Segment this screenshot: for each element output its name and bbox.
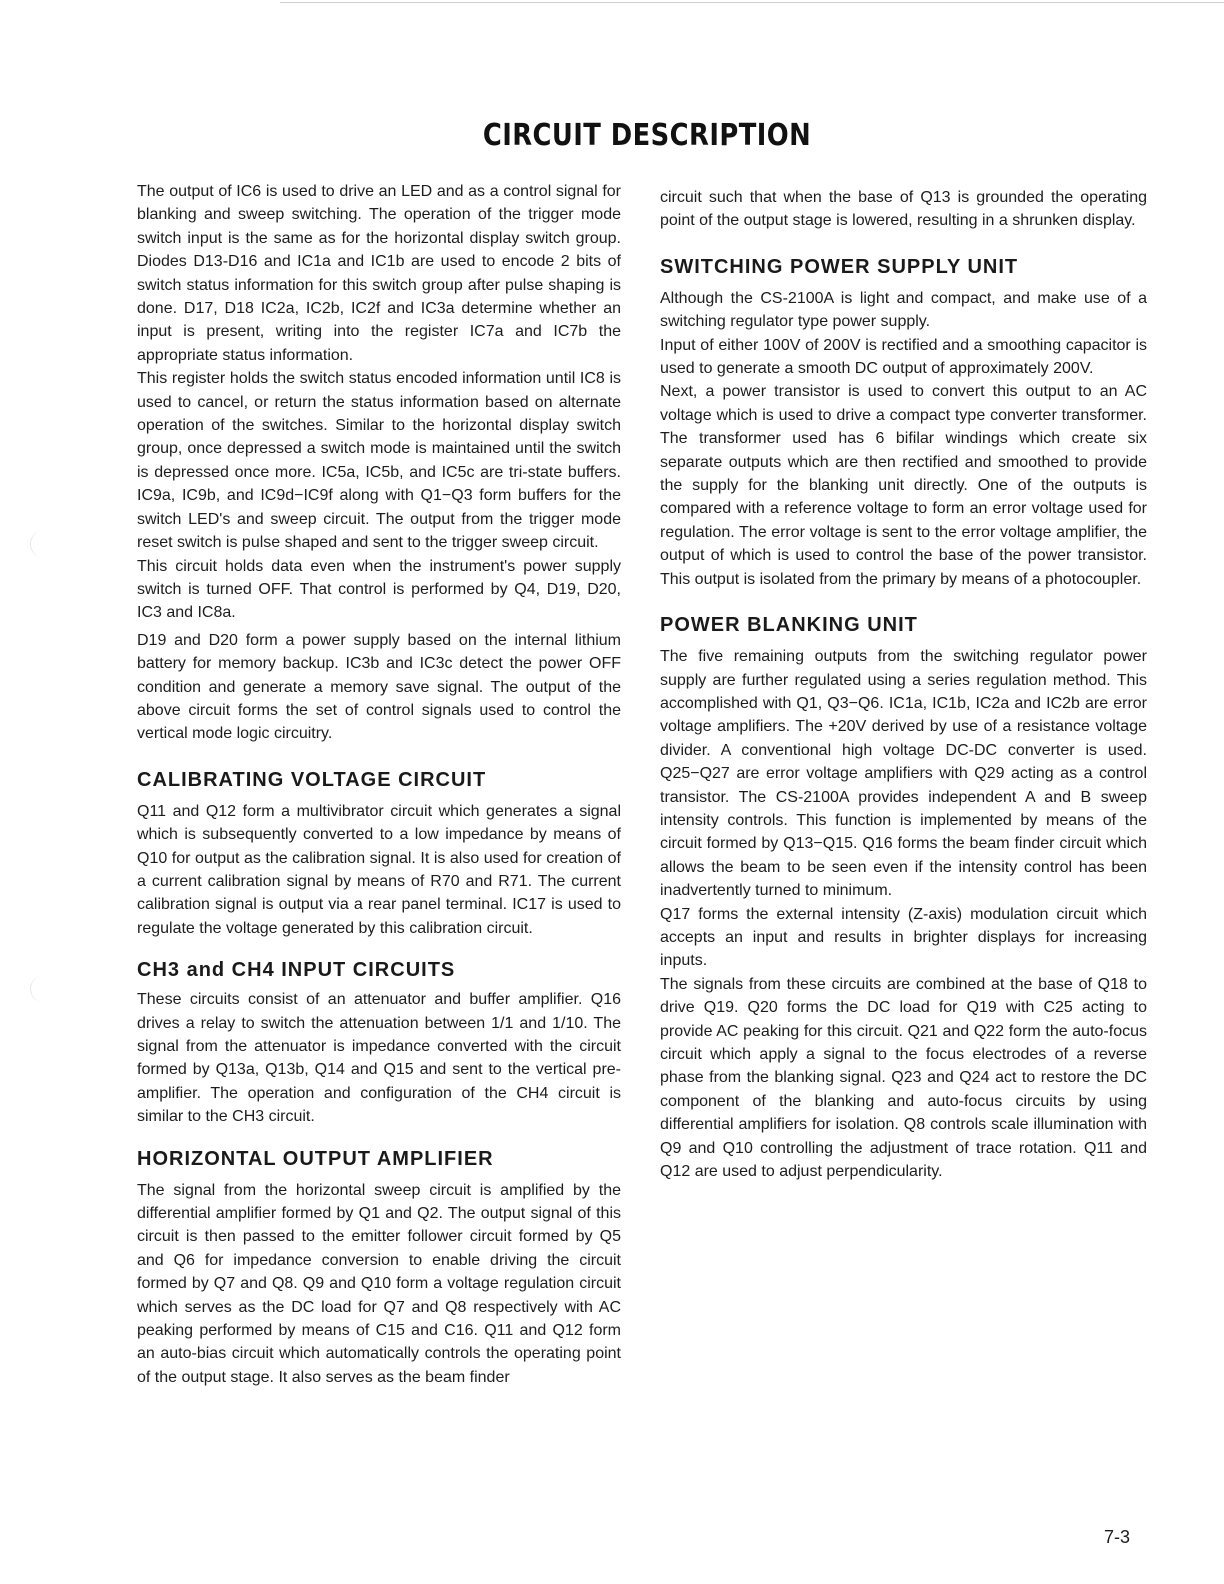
paragraph: circuit such that when the base of Q13 is grounded the operating point of the output stage is lowered, resulting in a shrunken display.: [660, 189, 1147, 230]
paragraph: The five remaining outputs from the switching regulator power supply are further regulated using a series regulation method. This accomplished with Q1, Q3−Q6. IC1a, IC1b, IC2a and IC2b are error voltage amplifiers. The +20V derived by use of a resistance voltage divider. A conventional high voltage DC-DC converter is used. Q25−Q27 are error voltage amplifiers with Q29 acting as a control transistor. The CS-2100A provides independent A and B sweep intensity controls. This function is implemented by means of the circuit formed by Q13−Q15. Q16 forms the beam finder circuit which allows the beam to be seen even if the intensity control has been inadvertently turned to minimum.: [660, 648, 1147, 900]
paragraph: The signals from these circuits are combined at the base of Q18 to drive Q19. Q20 forms the DC load for Q19 with C25 acting to provide AC peaking for this circuit. Q21 and Q22 form the auto-focus circuit which apply a signal to the focus electrodes of a reverse phase from the blanking signal. Q23 and Q24 act to restore the DC component of the blanking and auto-focus circuits by using differential amplifiers for isolation. Q8 controls scale illumination with Q9 and Q10 controlling the adjustment of trace rotation. Q11 and Q12 are used to adjust perpendicularity.: [660, 975, 1147, 1181]
left-column: [137, 180, 621, 1389]
paragraph: Next, a power transistor is used to convert this output to an AC voltage which is used to drive a compact type converter transformer. The transformer used has 6 bifilar windings which create six separate outputs which are then rectified and smoothed to provide the supply for the blanking unit directly. One of the outputs is compared with a reference voltage to form an error voltage used for regulation. The error voltage is sent to the error voltage amplifier, the output of which is used to control the base of the power transistor. This output is isolated from the primary by means of a photocoupler.: [660, 383, 1147, 588]
section-heading-calibrating: CALIBRATING VOLTAGE CIRCUIT: [137, 768, 487, 791]
paragraph: D19 and D20 form a power supply based on the internal lithium battery for memory backup. IC3b and IC3c detect the power OFF condition and generate a memory save signal. The output of the above circuit forms the set of control signals used to control the vertical mode logic circuitry.: [137, 631, 621, 743]
paragraph: Q11 and Q12 form a multivibrator circuit which generates a signal which is subsequently converted to a low impedance by means of Q10 for output as the calibration signal. It is also used for creation of a current calibration signal by means of R70 and R71. The current calibration signal is output via a rear panel terminal. IC17 is used to regulate the voltage generated by this calibration circuit.: [137, 802, 621, 937]
paragraph: Input of either 100V of 200V is rectified and a smoothing capacitor is used to generate a smooth DC output of approximately 200V.: [660, 336, 1147, 378]
section-heading-ch3-ch4: CH3 and CH4 INPUT CIRCUITS: [137, 959, 456, 982]
section-heading-horizontal: HORIZONTAL OUTPUT AMPLIFIER: [137, 1147, 494, 1170]
scan-edge-rule: [280, 2, 1224, 3]
paragraph: Q17 forms the external intensity (Z-axis) modulation circuit which accepts an input and results in brighter displays for increasing inputs.: [660, 905, 1147, 970]
section-heading-switching: SWITCHING POWER SUPPLY UNIT: [660, 255, 1019, 278]
paragraph: The output of IC6 is used to drive an LED and as a control signal for blanking and sweep switching. The operation of the trigger mode switch input is the same as for the horizontal display switch group. Diodes D13-D16 and IC1a and IC1b are used to encode 2 bits of switch status information for this switch group after pulse shaping is done. D17, D18 IC2a, IC2b, IC2f and IC3a determine whether an input is present, writing into the register IC7a and IC7b the appropriate status information.: [137, 183, 621, 364]
paragraph: These circuits consist of an attenuator and buffer amplifier. Q16 drives a relay to switch the attenuation between 1/1 and 1/10. The signal from the attenuator is impedance converted with the circuit formed by Q13a, Q13b, Q14 and Q15 and sent to the vertical pre-amplifier. The operation and configuration of the CH4 circuit is similar to the CH3 circuit.: [137, 991, 621, 1126]
page-title: CIRCUIT DESCRIPTION: [482, 118, 812, 154]
section-heading-blanking: POWER BLANKING UNIT: [660, 614, 918, 637]
binder-hole-mark: [30, 975, 59, 1003]
page-number: 7-3: [1104, 1527, 1131, 1547]
right-column: [660, 186, 1147, 1183]
binder-hole-mark: [30, 530, 59, 558]
paragraph: This circuit holds data even when the instrument's power supply switch is turned OFF. That control is performed by Q4, D19, D20, IC3 and IC8a.: [137, 557, 621, 622]
paragraph: Although the CS-2100A is light and compact, and make use of a switching regulator type power supply.: [660, 289, 1147, 331]
paragraph: The signal from the horizontal sweep circuit is amplified by the differential amplifier formed by Q1 and Q2. The output signal of this circuit is then passed to the emitter follower circuit formed by Q5 and Q6 for impedance conversion to enable driving the circuit formed by Q7 and Q8. Q9 and Q10 form a voltage regulation circuit which serves as the DC load for Q7 and Q8 respectively with AC peaking performed by means of C15 and C16. Q11 and Q12 form an auto-bias circuit which automatically controls the operating point of the output stage. It also serves as the beam finder: [137, 1181, 621, 1386]
paragraph: This register holds the switch status encoded information until IC8 is used to cancel, or return the status information based on alternate operation of the switches. Similar to the horizontal display switch group, once depressed a switch mode is maintained until the switch is depressed once more. IC5a, IC5b, and IC5c are tri-state buffers. IC9a, IC9b, and IC9d−IC9f along with Q1−Q3 form buffers for the switch LED's and sweep circuit. The output from the trigger mode reset switch is pulse shaped and sent to the trigger sweep circuit.: [137, 370, 621, 552]
